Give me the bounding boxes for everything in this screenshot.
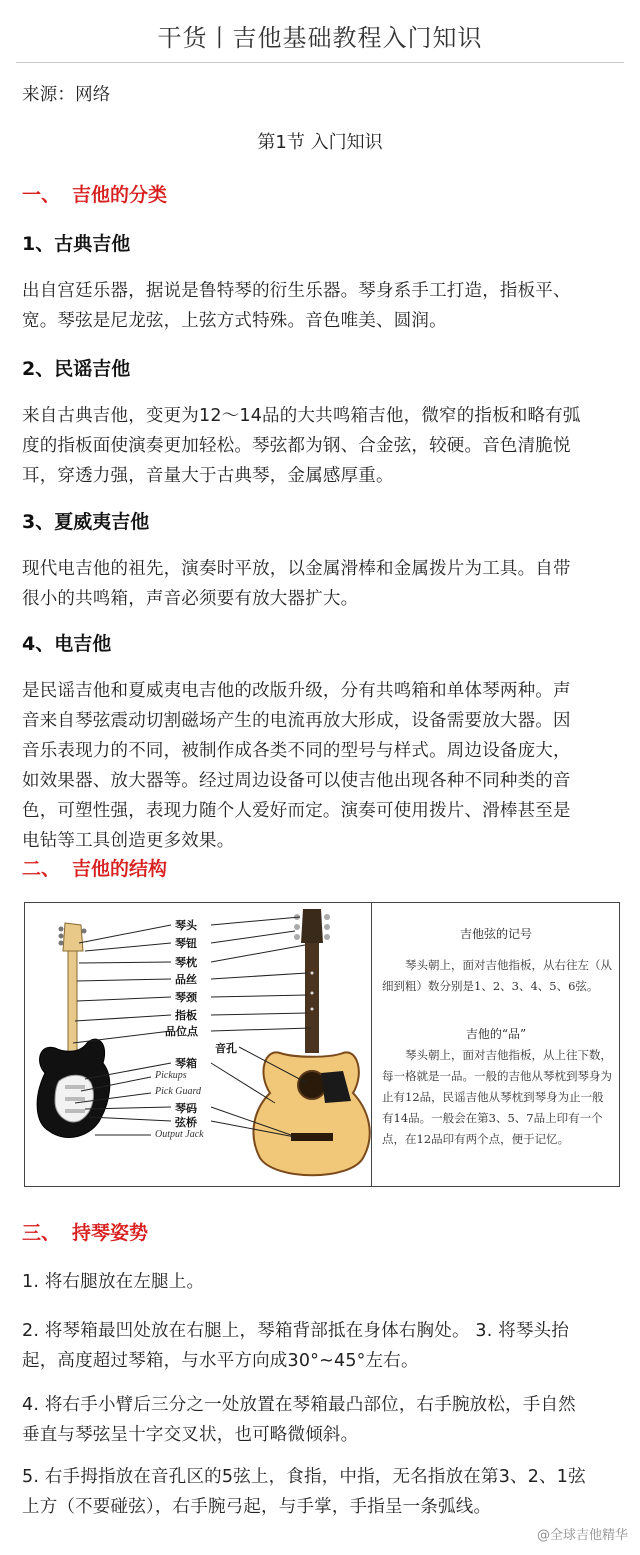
item1-line: 宽。琴弦是尼龙弦，上弦方式特殊。音色唯美、圆润。 (22, 311, 447, 331)
label-fretboard: 指板 (175, 1009, 197, 1022)
part3-title: 持琴姿势 (72, 1222, 149, 1244)
item3-line: 很小的共鸣箱，声音必须要有放大器扩大。 (22, 589, 359, 609)
item4-line: 如效果器、放大器等。经过周边设备可以使吉他出现各种不同种类的音 (22, 771, 571, 791)
label-position-dot: 品位点 (165, 1025, 198, 1038)
item3-line: 现代电吉他的祖先，演奏时平放，以金属滑棒和金属拨片为工具。自带 (22, 559, 571, 579)
guitar-structure-figure (24, 902, 620, 1187)
string-notes-text: 琴头朝上，面对吉他指板，从右往左（从细到粗）数分别是1、2、3、4、5、6弦。 (382, 958, 612, 993)
title-divider (16, 62, 624, 63)
item1-heading: 1、古典吉他 (22, 233, 131, 255)
label-pick-guard: Pick Guard (155, 1086, 202, 1097)
string-notes-title: 吉他弦的记号 (459, 927, 532, 941)
item1-line: 出自宫廷乐器，据说是鲁特琴的衍生乐器。琴身系手工打造，指板平、 (22, 281, 571, 301)
page-title: 干货丨吉他基础教程入门知识 (157, 24, 483, 52)
part2-title: 吉他的结构 (72, 858, 168, 880)
label-nut: 琴枕 (175, 956, 197, 969)
step5-line: 5. 右手拇指放在音孔区的5弦上，食指，中指，无名指放在第3、2、1弦 (22, 1467, 586, 1487)
item2-line: 耳，穿透力强，音量大于古典琴，金属感厚重。 (22, 466, 394, 486)
guitar-illustration (25, 903, 371, 1186)
item2-heading: 2、民谣吉他 (22, 358, 131, 380)
label-output-jack: Output Jack (155, 1129, 204, 1140)
acoustic-guitar-drawing (253, 909, 369, 1175)
step2-line: 2. 将琴箱最凹处放在右腿上，琴箱背部抵在身体右胸处。 3. 将琴头抬 (22, 1321, 570, 1341)
fret-notes-title: 吉他的“品” (465, 1027, 527, 1041)
step5-paragraph (22, 1462, 618, 1522)
label-pickups: Pickups (155, 1070, 187, 1081)
part2-heading (22, 854, 167, 881)
item2-line: 来自古典吉他，变更为12～14品的大共鸣箱吉他，微窄的指板和略有弧 (22, 406, 581, 426)
label-fret-wire: 品丝 (175, 973, 197, 986)
item1-paragraph (22, 276, 618, 336)
step4-line: 垂直与琴弦呈十字交叉状，也可略微倾斜。 (22, 1425, 359, 1445)
item3-paragraph (22, 554, 618, 614)
item3-heading: 3、夏威夷吉他 (22, 511, 150, 533)
step4-paragraph (22, 1390, 618, 1450)
part1-title: 吉他的分类 (72, 184, 168, 206)
item4-line: 色，可塑性强，表现力随个人爱好而定。演奏可使用拨片、滑棒甚至是 (22, 801, 571, 821)
section-title: 第1节 入门知识 (257, 132, 383, 153)
item4-line: 音来自琴弦震动切割磁场产生的电流再放大形成，设备需要放大器。因 (22, 711, 571, 731)
label-headstock: 琴头 (175, 919, 197, 932)
guitar-diagram (25, 903, 371, 1186)
item2-line: 度的指板面使演奏更加轻松。琴弦都为钢、合金弦，较硬。音色清脆悦 (22, 436, 571, 456)
label-saddle: 琴码 (175, 1102, 197, 1115)
source-line: 来源：网络 (22, 85, 111, 105)
part2-number: 二、 (22, 858, 61, 880)
step5-line: 上方（不要碰弦），右手腕弓起，与手掌，手指呈一条弧线。 (22, 1497, 492, 1517)
part1-heading (22, 180, 167, 207)
item2-paragraph (22, 401, 618, 491)
item4-line: 电钻等工具创造更多效果。 (22, 831, 235, 851)
label-bridge: 弦桥 (175, 1116, 197, 1129)
step2-line: 起，高度超过琴箱，与水平方向成30°~45°左右。 (22, 1351, 419, 1371)
item4-paragraph (22, 676, 618, 856)
part1-number: 一、 (22, 184, 61, 206)
step1-line: 1. 将右腿放在左腿上。 (22, 1272, 205, 1292)
item4-line: 是民谣吉他和夏威夷电吉他的改版升级，分有共鸣箱和单体琴两种。声 (22, 681, 571, 701)
step2-paragraph (22, 1316, 618, 1376)
label-neck: 琴颈 (175, 991, 197, 1004)
electric-guitar-drawing (25, 903, 110, 1186)
label-body: 琴箱 (175, 1057, 197, 1070)
string-notes-panel (371, 903, 620, 1186)
watermark: @全球吉他精华 (536, 1528, 628, 1543)
step1-paragraph (22, 1267, 618, 1297)
step4-line: 4. 将右手小臂后三分之一处放置在琴箱最凸部位，右手腕放松，手自然 (22, 1395, 576, 1415)
fret-notes-text: 琴头朝上，面对吉他指板，从上往下数，每一格就是一品。一般的吉他从琴枕到琴身为止有12品，民谣吉他从琴枕到琴身为止一般有14品。一般会在第3、5、7品上印有一个点，在12品印有两个点，便于记忆。 (382, 1048, 612, 1146)
part3-number: 三、 (22, 1222, 61, 1244)
part3-heading (22, 1218, 148, 1245)
item4-heading: 4、电吉他 (22, 633, 112, 655)
item4-line: 音乐表现力的不同，被制作成各类不同的型号与样式。周边设备庞大， (22, 741, 571, 761)
label-sound-hole: 音孔 (215, 1042, 237, 1055)
label-tuner: 琴钮 (175, 937, 197, 950)
